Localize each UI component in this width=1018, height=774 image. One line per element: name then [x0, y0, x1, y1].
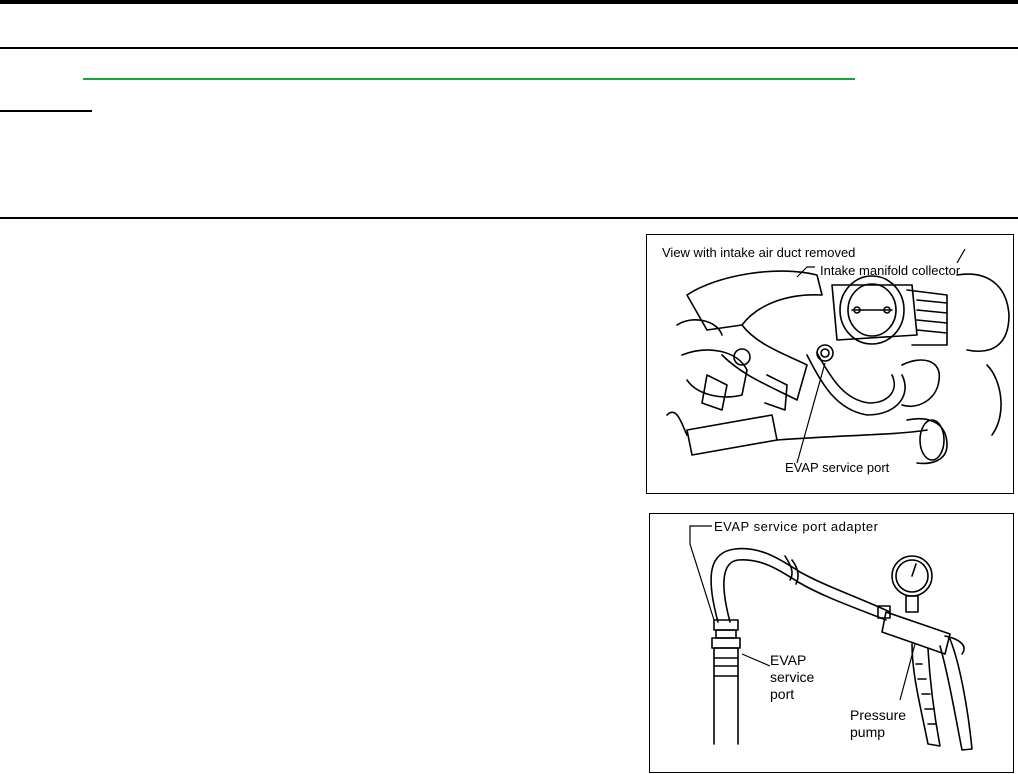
- pressure-pump-label: Pressure pump: [850, 707, 907, 740]
- evap-port-label: EVAP service port: [785, 460, 890, 475]
- service-port-label: EVAP service port: [770, 652, 815, 702]
- figure-pressure-pump: [649, 513, 1014, 773]
- section-link-underline[interactable]: [83, 78, 855, 80]
- collector-label: Intake manifold collector: [820, 263, 961, 278]
- figure-intake-manifold: [646, 234, 1014, 494]
- pressure-pump-illustration: [650, 514, 1013, 772]
- figure1-title: View with intake air duct removed: [662, 245, 856, 260]
- section-divider: [0, 217, 1018, 219]
- header-rule-thick: [0, 0, 1018, 4]
- adapter-label: EVAP service port adapter: [714, 519, 879, 534]
- header-rule-thin: [0, 47, 1018, 49]
- subsection-underline: [0, 110, 92, 112]
